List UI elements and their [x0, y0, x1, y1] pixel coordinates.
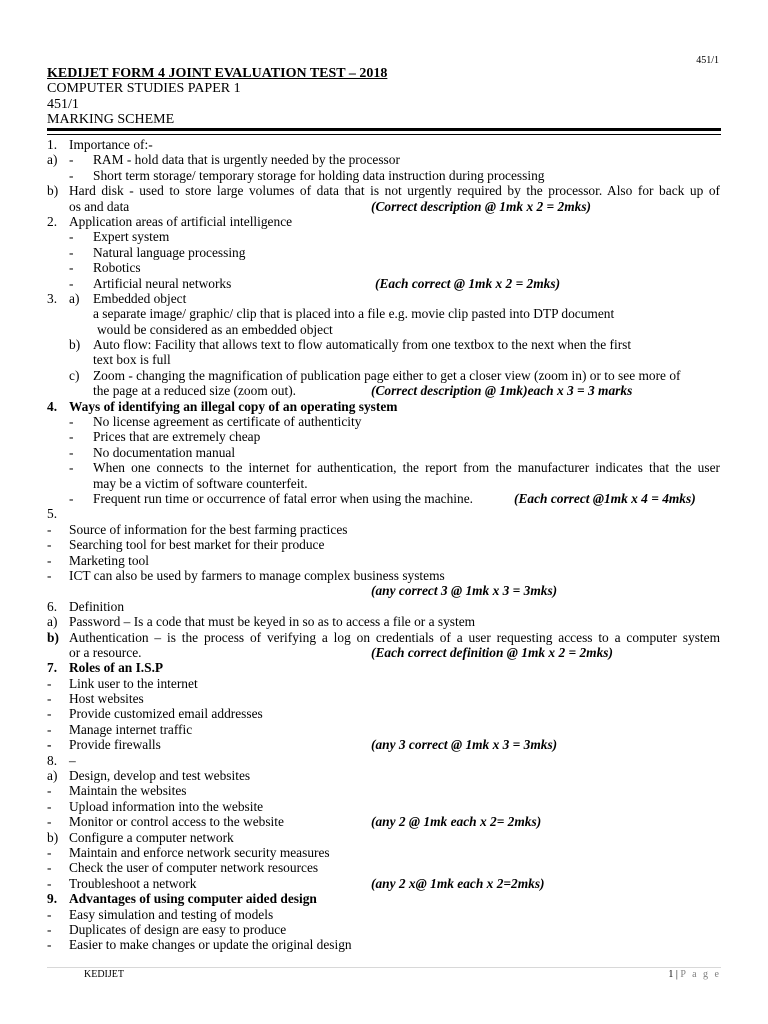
list-item	[47, 783, 721, 798]
list-item	[47, 568, 721, 583]
question-number: 8.	[47, 752, 58, 768]
marks-allocation: (Correct description @ 1mk)each x 3 = 3 marks	[371, 383, 633, 399]
question-text: Definition	[69, 598, 125, 614]
marks-allocation: (Each correct definition @ 1mk x 2 = 2mks)	[371, 644, 613, 660]
bullet: -	[47, 844, 52, 860]
bullet: -	[69, 429, 74, 445]
answer-line	[47, 630, 721, 645]
answer-text: Frequent run time or occurrence of fatal error when using the machine.	[93, 490, 473, 506]
question-number: 2.	[47, 213, 58, 229]
bullet: -	[69, 229, 74, 245]
part-label: a)	[47, 614, 58, 630]
answer-text: Manage internet traffic	[69, 721, 193, 737]
answer-text: Upload information into the website	[69, 798, 264, 814]
list-item	[47, 922, 721, 937]
answer-text: Design, develop and test websites	[69, 768, 251, 784]
list-item	[47, 676, 721, 691]
answer-text: Source of information for the best farming practices	[69, 521, 348, 537]
answer-text: RAM - hold data that is urgently needed by the processor	[93, 152, 400, 168]
list-item	[47, 907, 721, 922]
question-text: Application areas of artificial intelligence	[69, 213, 293, 229]
answer-text: Artificial neural networks	[93, 275, 232, 291]
question-text: –	[69, 752, 76, 768]
question-text: Advantages of using computer aided design	[69, 891, 317, 907]
answer-line	[47, 306, 721, 321]
bullet: -	[47, 937, 52, 953]
answer-text: Auto flow: Facility that allows text to flow automatically from one textbox to the next when the first	[93, 337, 632, 353]
answer-line	[47, 337, 721, 352]
question-number: 3.	[47, 290, 58, 306]
answer-text: Provide customized email addresses	[69, 706, 263, 722]
list-item	[47, 706, 721, 721]
page-separator: |	[673, 969, 681, 980]
answer-text: Maintain and enforce network security measures	[69, 844, 330, 860]
answer-text: Robotics	[93, 260, 141, 276]
part-label: b)	[47, 183, 59, 199]
answer-text: Provide firewalls	[69, 737, 161, 753]
answer-text: Password – Is a code that must be keyed in so as to access a file or a system	[69, 614, 476, 630]
answer-line	[47, 383, 721, 398]
answer-line	[47, 199, 721, 214]
marks-allocation: (any 3 correct @ 1mk x 3 = 3mks)	[371, 737, 558, 753]
question-number: 9.	[47, 891, 58, 907]
answer-text: Link user to the internet	[69, 675, 198, 691]
document-type: MARKING SCHEME	[47, 112, 175, 128]
bullet: -	[69, 444, 74, 460]
question-text: Roles of an I.S.P	[69, 660, 164, 676]
marking-scheme-body	[47, 137, 721, 953]
answer-text: Host websites	[69, 691, 144, 707]
part-label: a)	[47, 152, 58, 168]
list-item	[47, 937, 721, 952]
question-5-heading	[47, 506, 721, 521]
list-item	[47, 460, 721, 475]
list-item	[47, 799, 721, 814]
answer-text: a separate image/ graphic/ clip that is placed into a file e.g. movie clip pasted into DTP document	[93, 306, 615, 322]
answer-line	[47, 614, 721, 629]
question-3-heading	[47, 291, 721, 306]
bullet: -	[69, 260, 74, 276]
bullet: -	[47, 814, 52, 830]
list-item	[47, 429, 721, 444]
list-item	[47, 229, 721, 244]
list-item	[47, 691, 721, 706]
question-number: 5.	[47, 506, 58, 522]
answer-text: Authentication – is the process of verifying a log on credentials of a user requesting access to a computer system	[69, 629, 720, 645]
answer-text: Duplicates of design are easy to produce	[69, 921, 287, 937]
bullet: -	[47, 691, 52, 707]
exam-title: KEDIJET FORM 4 JOINT EVALUATION TEST – 2018	[47, 66, 388, 81]
list-item	[47, 476, 721, 491]
marks-allocation: (any 2 @ 1mk each x 2= 2mks)	[371, 814, 542, 830]
marks-allocation: (Each correct @ 1mk x 2 = 2mks)	[375, 275, 561, 291]
bullet: -	[69, 490, 74, 506]
question-number: 6.	[47, 598, 58, 614]
bullet: -	[47, 875, 52, 891]
list-item	[47, 860, 721, 875]
marks-allocation: (Correct description @ 1mk x 2 = 2mks)	[371, 198, 591, 214]
answer-line	[47, 183, 721, 198]
page-code: 451/1	[696, 55, 719, 66]
answer-text: Embedded object	[93, 290, 187, 306]
list-item	[47, 814, 721, 829]
answer-text: the page at a reduced size (zoom out).	[93, 383, 296, 399]
question-number: 1.	[47, 137, 58, 152]
answer-text: Configure a computer network	[69, 829, 234, 845]
bullet: -	[47, 721, 52, 737]
list-item	[47, 260, 721, 275]
answer-text: Natural language processing	[93, 244, 246, 260]
answer-line	[47, 152, 721, 167]
document-header	[47, 66, 721, 128]
list-item	[47, 553, 721, 568]
answer-line	[47, 368, 721, 383]
list-item	[47, 445, 721, 460]
answer-text: Monitor or control access to the website	[69, 814, 284, 830]
page-word: P a g e	[680, 969, 721, 980]
bullet: -	[47, 783, 52, 799]
list-item	[47, 845, 721, 860]
page-number: 1	[668, 969, 674, 980]
list-item	[47, 722, 721, 737]
answer-text: Marketing tool	[69, 552, 149, 568]
question-number: 7.	[47, 660, 58, 676]
question-9-heading	[47, 891, 721, 906]
bullet: -	[69, 414, 74, 430]
answer-line	[47, 583, 721, 598]
header-thick-rule	[47, 128, 721, 131]
header-thin-rule	[47, 134, 721, 135]
bullet: -	[47, 860, 52, 876]
answer-line	[47, 645, 721, 660]
bullet: -	[47, 706, 52, 722]
bullet: -	[47, 537, 52, 553]
bullet: -	[47, 567, 52, 583]
answer-text: text box is full	[93, 352, 171, 368]
answer-text: No documentation manual	[93, 444, 236, 460]
part-label: a)	[47, 768, 58, 784]
part-label: b)	[69, 337, 81, 353]
list-item	[47, 522, 721, 537]
answer-text: Hard disk - used to store large volumes of data that is not urgently required by the processor. Also for back up of	[69, 183, 720, 199]
exam-subject: COMPUTER STUDIES PAPER 1	[47, 81, 241, 97]
question-4-heading	[47, 399, 721, 414]
question-2-heading	[47, 214, 721, 229]
answer-line	[47, 352, 721, 367]
part-label: b)	[47, 629, 59, 645]
list-item	[47, 876, 721, 891]
footer-divider	[47, 967, 721, 968]
answer-text: os and data	[69, 198, 130, 214]
answer-text: Searching tool for best market for their produce	[69, 537, 325, 553]
answer-line	[47, 322, 721, 337]
answer-text: Check the user of computer network resources	[69, 860, 319, 876]
answer-text: may be a victim of software counterfeit.	[93, 475, 308, 491]
answer-text: Maintain the websites	[69, 783, 187, 799]
answer-line	[47, 168, 721, 183]
bullet: -	[47, 921, 52, 937]
list-item	[47, 276, 721, 291]
part-label: c)	[69, 367, 80, 383]
question-8-heading	[47, 753, 721, 768]
answer-text: No license agreement as certificate of authenticity	[93, 414, 362, 430]
bullet: -	[69, 167, 74, 183]
bullet: -	[69, 460, 74, 476]
part-label: a)	[69, 290, 80, 306]
answer-text: Easy simulation and testing of models	[69, 906, 274, 922]
answer-text: Expert system	[93, 229, 170, 245]
marks-allocation: (any correct 3 @ 1mk x 3 = 3mks)	[371, 583, 558, 599]
answer-line	[47, 830, 721, 845]
answer-text: or a resource.	[69, 644, 142, 660]
answer-text: When one connects to the internet for authentication, the report from the manufacturer indicates that the user	[93, 460, 720, 476]
answer-text: Troubleshoot a network	[69, 875, 197, 891]
exam-code: 451/1	[47, 96, 79, 112]
bullet: -	[47, 675, 52, 691]
question-number: 4.	[47, 398, 58, 414]
bullet: -	[69, 244, 74, 260]
answer-text: Zoom - changing the magnification of publication page either to get a closer view (zoom in) or to see more of	[93, 367, 681, 383]
bullet: -	[47, 906, 52, 922]
list-item	[47, 491, 721, 506]
answer-text: Short term storage/ temporary storage for holding data instruction during processing	[93, 167, 545, 183]
bullet: -	[69, 152, 74, 168]
question-7-heading	[47, 660, 721, 675]
bullet: -	[47, 798, 52, 814]
bullet: -	[69, 275, 74, 291]
part-label: b)	[47, 829, 59, 845]
bullet: -	[47, 737, 52, 753]
answer-text: ICT can also be used by farmers to manage complex business systems	[69, 567, 445, 583]
page-footer	[668, 969, 721, 980]
list-item	[47, 537, 721, 552]
marks-allocation: (Each correct @1mk x 4 = 4mks)	[514, 490, 696, 506]
bullet: -	[47, 521, 52, 537]
bullet: -	[47, 552, 52, 568]
answer-text: would be considered as an embedded object	[97, 321, 333, 337]
list-item	[47, 245, 721, 260]
question-text: Ways of identifying an illegal copy of an operating system	[69, 398, 398, 414]
answer-line	[47, 768, 721, 783]
answer-text: Prices that are extremely cheap	[93, 429, 261, 445]
question-6-heading	[47, 599, 721, 614]
marks-allocation: (any 2 x@ 1mk each x 2=2mks)	[371, 875, 545, 891]
list-item	[47, 737, 721, 752]
footer-label: KEDIJET	[84, 969, 124, 980]
question-text: Importance of:-	[69, 137, 153, 152]
list-item	[47, 414, 721, 429]
answer-text: Easier to make changes or update the original design	[69, 937, 352, 953]
question-1-heading	[47, 137, 721, 152]
